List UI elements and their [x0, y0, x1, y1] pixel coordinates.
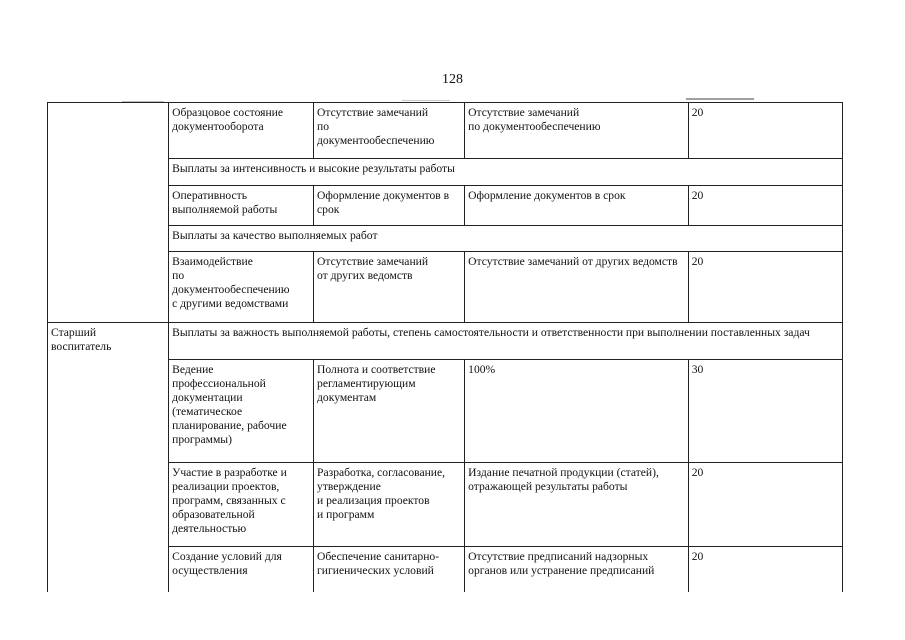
section-title: Выплаты за важность выполняемой работы, степень самостоятельности и ответственности при выполнении поставленных задач: [169, 323, 843, 360]
points-cell: 20: [688, 463, 842, 547]
points-cell: 20: [688, 547, 842, 593]
points-cell: 20: [688, 103, 842, 159]
section-row: [48, 323, 843, 360]
criterion-cell: Отсутствие замечаний по документообеспечению: [314, 103, 465, 159]
condition-cell: Отсутствие предписаний надзорных органов или устранение предписаний: [465, 547, 689, 593]
condition-cell: Издание печатной продукции (статей), отражающей результаты работы: [465, 463, 689, 547]
criterion-cell: Полнота и соответствие регламентирующим документам: [314, 360, 465, 463]
condition-cell: 100%: [465, 360, 689, 463]
criterion-cell: Разработка, согласование, утверждение и реализация проектов и программ: [314, 463, 465, 547]
position-cell: Старший воспитатель: [48, 323, 169, 593]
criterion-cell: Обеспечение санитарно-гигиенических условий: [314, 547, 465, 593]
indicator-cell: Взаимодействие по документообеспечению с другими ведомствами: [169, 252, 314, 323]
page-number: 128: [442, 72, 463, 87]
section-title: Выплаты за интенсивность и высокие результаты работы: [169, 159, 843, 186]
indicator-cell: Участие в разработке и реализации проектов, программ, связанных с образовательной деятельностью: [169, 463, 314, 547]
points-cell: 20: [688, 252, 842, 323]
section-title: Выплаты за качество выполняемых работ: [169, 226, 843, 252]
indicator-cell: Создание условий для осуществления: [169, 547, 314, 593]
scan-artifact: [686, 98, 754, 100]
criterion-cell: Оформление документов в срок: [314, 186, 465, 226]
page-bottom-margin: [0, 592, 905, 640]
condition-cell: Отсутствие замечаний от других ведомств: [465, 252, 689, 323]
points-cell: 30: [688, 360, 842, 463]
condition-cell: Отсутствие замечаний по документообеспечению: [465, 103, 689, 159]
criterion-cell: Отсутствие замечаний от других ведомств: [314, 252, 465, 323]
criteria-table: [47, 102, 843, 593]
indicator-cell: Образцовое состояние документооборота: [169, 103, 314, 159]
table-row: [48, 103, 843, 159]
indicator-cell: Ведение профессиональной документации (тематическое планирование, рабочие программы): [169, 360, 314, 463]
indicator-cell: Оперативность выполняемой работы: [169, 186, 314, 226]
scan-artifact: [402, 100, 450, 101]
position-cell: [48, 103, 169, 323]
points-cell: 20: [688, 186, 842, 226]
condition-cell: Оформление документов в срок: [465, 186, 689, 226]
